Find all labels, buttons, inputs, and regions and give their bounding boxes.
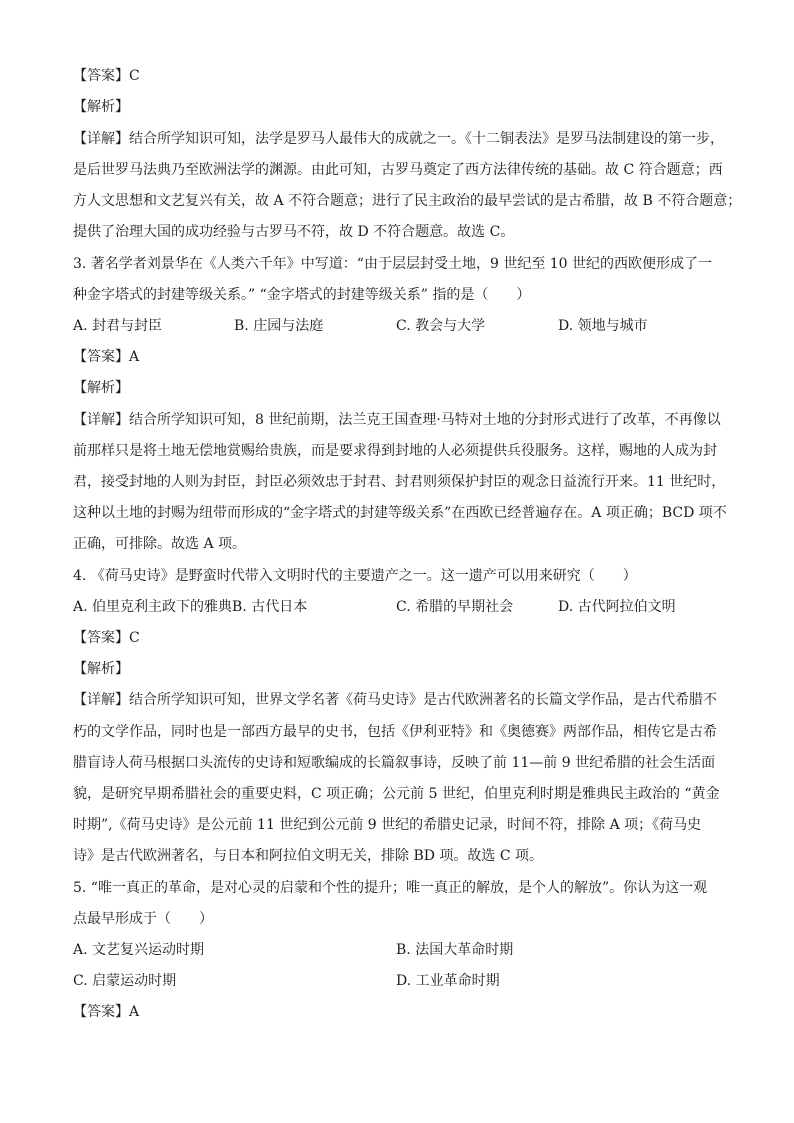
q4-option-d: D. 古代阿拉伯文明: [558, 599, 676, 615]
q4-options: [73, 597, 733, 617]
q3-stem-line: 3. 著名学者刘景华在《人类六千年》中写道：“由于层层封受土地，9 世纪至 10 世纪的西欧便形成了一: [73, 256, 713, 272]
q2-detail-line: 是后世罗马法典乃至欧洲法学的渊源。由此可知，古罗马奠定了西方法律传统的基础。故 C 符合题意；西: [73, 162, 723, 178]
q4-stem: 4. 《荷马史诗》是野蛮时代带入文明时代的主要遗产之一。这一遗产可以用来研究（ ）: [73, 568, 637, 584]
q3-detail-line: 正确，可排除。故选 A 项。: [73, 536, 247, 552]
q2-answer: 【答案】C: [73, 68, 140, 84]
q3-detail-line: 君，接受封地的人则为封臣，封臣必须效忠于封君、封君则须保护封臣的观念日益流行开来。11 世纪时，: [73, 474, 726, 490]
q5-options-row-1: [73, 940, 733, 960]
q3-option-b: B. 庄园与法庭: [234, 318, 324, 334]
q3-options: [73, 316, 733, 336]
q5-stem-line: 5. “唯一真正的革命，是对心灵的启蒙和个性的提升；唯一真正的解放，是个人的解放”。你认为这一观: [73, 880, 708, 896]
q2-detail-line: 【详解】结合所学知识可知，法学是罗马人最伟大的成就之一。《十二铜表法》是罗马法制建设的第一步，: [73, 131, 724, 147]
q3-option-d: D. 领地与城市: [558, 318, 648, 334]
q3-detail-line: 前那样只是将土地无偿地赏赐给贵族，而是要求得到封地的人必须提供兵役服务。这样，赐地的人成为封: [73, 443, 717, 459]
q2-analysis-label: 【解析】: [73, 99, 129, 115]
q3-option-a: A. 封君与封臣: [73, 318, 163, 334]
q4-detail-line: 【详解】结合所学知识可知，世界文学名著《荷马史诗》是古代欧洲著名的长篇文学作品，是古代希腊不: [73, 692, 717, 708]
q3-detail-line: 【详解】结合所学知识可知，8 世纪前期，法兰克王国查理·马特对土地的分封形式进行了改革，不再像以: [73, 412, 721, 428]
q4-analysis-label: 【解析】: [73, 661, 129, 677]
q4-option-ab: A. 伯里克利主政下的雅典B. 古代日本: [73, 599, 308, 615]
q3-stem-line: 种金字塔式的封建等级关系。” “金字塔式的封建等级关系” 指的是（ ）: [73, 287, 531, 303]
q5-options-row-2: [73, 971, 733, 991]
q4-option-c: C. 希腊的早期社会: [396, 599, 514, 615]
q5-answer: 【答案】A: [73, 1004, 140, 1020]
q5-stem-line: 点最早形成于（ ）: [73, 911, 213, 927]
q3-option-c: C. 教会与大学: [396, 318, 486, 334]
q2-detail-line: 提供了治理大国的成功经验与古罗马不符，故 D 不符合题意。故选 C。: [73, 224, 515, 240]
q5-option-b: B. 法国大革命时期: [396, 942, 514, 958]
q4-answer: 【答案】C: [73, 630, 140, 646]
q3-analysis-label: 【解析】: [73, 380, 129, 396]
q4-detail-line: 朽的文学作品，同时也是一部西方最早的史书，包括《伊利亚特》和《奥德赛》两部作品，相传它是古希: [73, 724, 717, 740]
q3-answer: 【答案】A: [73, 349, 140, 365]
q3-detail-line: 这种以土地的封赐为纽带而形成的“金字塔式的封建等级关系”在西欧已经普遍存在。A 项正确；BCD 项不: [73, 505, 727, 521]
q4-detail-line: 时期”,《荷马史诗》是公元前 11 世纪到公元前 9 世纪的希腊史记录，时间不符，排除 A 项；《荷马史: [73, 817, 702, 833]
q4-detail-line: 诗》是古代欧洲著名，与日本和阿拉伯文明无关，排除 BD 项。故选 C 项。: [73, 848, 544, 864]
q4-detail-line: 腊盲诗人荷马根据口头流传的史诗和短歌编成的长篇叙事诗，反映了前 11—前 9 世纪希腊的社会生活面: [73, 755, 716, 771]
q2-detail-line: 方人文思想和文艺复兴有关，故 A 不符合题意；进行了民主政治的最早尝试的是古希腊，故 B 不符合题意；: [73, 193, 742, 209]
q5-option-c: C. 启蒙运动时期: [73, 973, 177, 989]
q5-option-d: D. 工业革命时期: [396, 973, 500, 989]
q5-option-a: A. 文艺复兴运动时期: [73, 942, 205, 958]
q4-detail-line: 貌，是研究早期希腊社会的重要史料，C 项正确；公元前 5 世纪，伯里克利时期是雅典民主政治的 “黄金: [73, 786, 720, 802]
